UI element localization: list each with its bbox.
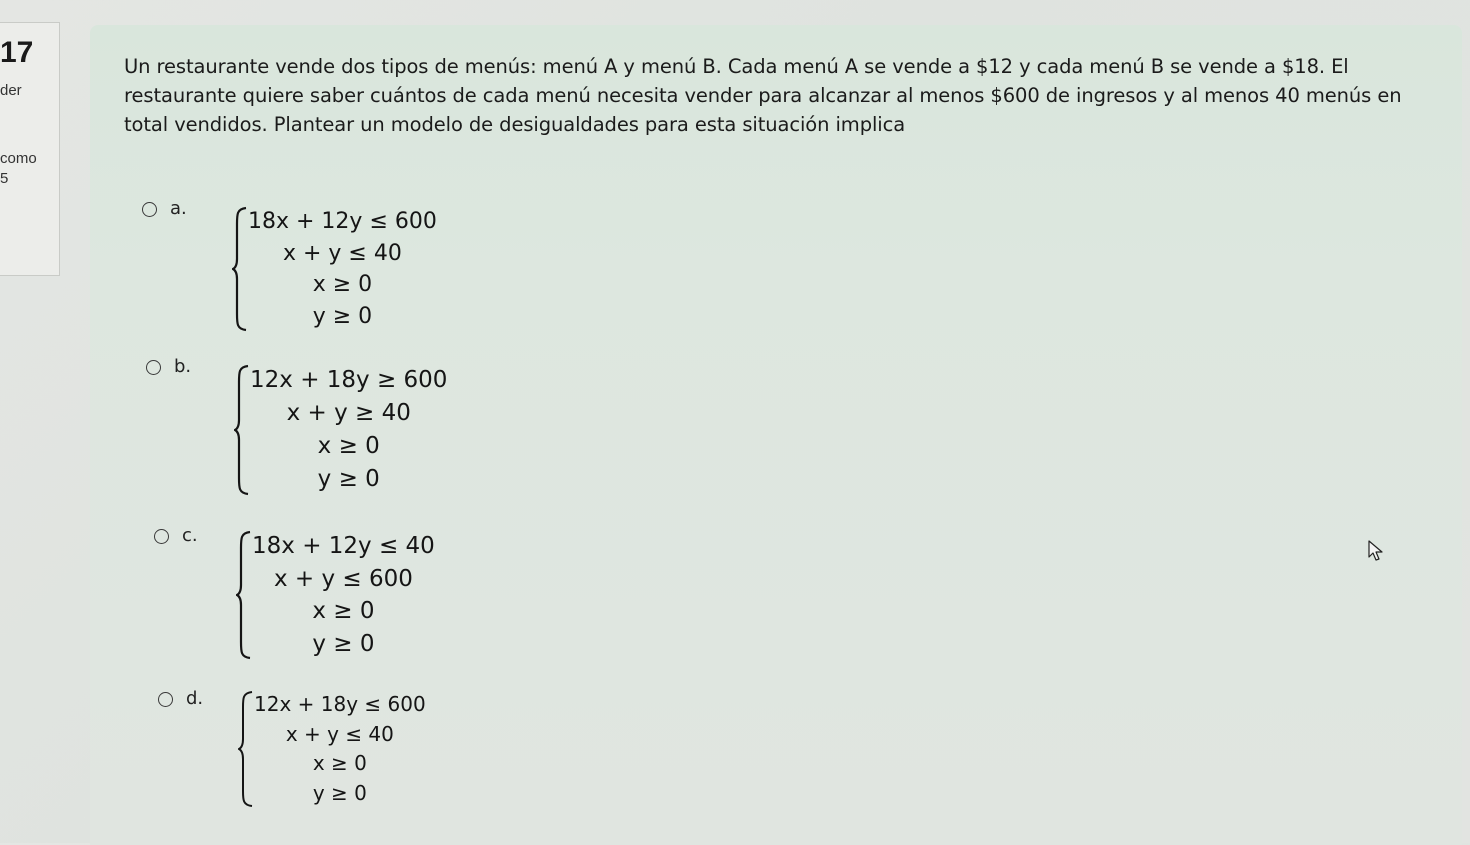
inequality-1: 18x + 12y ≤ 40 — [252, 533, 435, 559]
option-letter: a. — [170, 198, 187, 219]
question-text: Un restaurante vende dos tipos de menús: menú A y menú B. Cada menú A se vende a $12 y cada menú B se vende a $18. El restaurante quiere saber cuántos de cada menú necesita vender para alcanzar al menos $600 de ingresos y al menos 40 menús en total vendidos. Plantear un modelo de desigualdades para esta situación implica — [124, 55, 1402, 136]
info-text-line-1: der — [0, 82, 22, 99]
radio-button-icon[interactable] — [154, 529, 169, 544]
option-a-system — [232, 206, 437, 332]
radio-button-icon[interactable] — [158, 692, 173, 707]
info-text-line-3: 5 — [0, 170, 9, 187]
inequality-4: y ≥ 0 — [312, 780, 367, 805]
inequality-3: x ≥ 0 — [312, 751, 367, 775]
left-brace-icon — [234, 364, 250, 496]
option-letter: b. — [174, 356, 192, 377]
left-brace-icon — [236, 530, 252, 660]
option-a[interactable] — [142, 198, 187, 219]
inequality-2: x + y ≤ 600 — [273, 565, 413, 592]
radio-button-icon[interactable] — [146, 360, 161, 375]
left-brace-icon — [238, 690, 254, 808]
option-d-system — [238, 690, 426, 808]
inequality-4: y ≥ 0 — [312, 303, 373, 329]
inequality-1: 12x + 18y ≥ 600 — [250, 367, 448, 393]
option-d[interactable] — [158, 688, 203, 709]
option-b[interactable] — [146, 356, 191, 377]
inequality-2: x + y ≤ 40 — [282, 240, 402, 266]
inequality-2: x + y ≥ 40 — [286, 400, 411, 426]
inequality-3: x ≥ 0 — [312, 272, 373, 297]
inequality-2: x + y ≤ 40 — [285, 721, 394, 746]
option-c-system — [236, 530, 435, 660]
inequality-4: y ≥ 0 — [317, 466, 380, 492]
inequality-1: 12x + 18y ≤ 600 — [254, 692, 426, 716]
inequality-4: y ≥ 0 — [312, 630, 375, 657]
option-letter: d. — [186, 688, 204, 709]
inequality-1: 18x + 12y ≤ 600 — [248, 209, 437, 234]
inequality-3: x ≥ 0 — [312, 598, 375, 624]
option-c[interactable] — [154, 525, 198, 546]
option-letter: c. — [182, 525, 198, 546]
info-text-line-2: como — [0, 150, 37, 167]
radio-button-icon[interactable] — [142, 202, 157, 217]
mouse-pointer-icon — [1368, 540, 1384, 567]
question-number: 17 — [0, 36, 34, 69]
option-b-system — [234, 364, 447, 496]
inequality-3: x ≥ 0 — [317, 433, 380, 459]
left-brace-icon — [232, 206, 248, 332]
